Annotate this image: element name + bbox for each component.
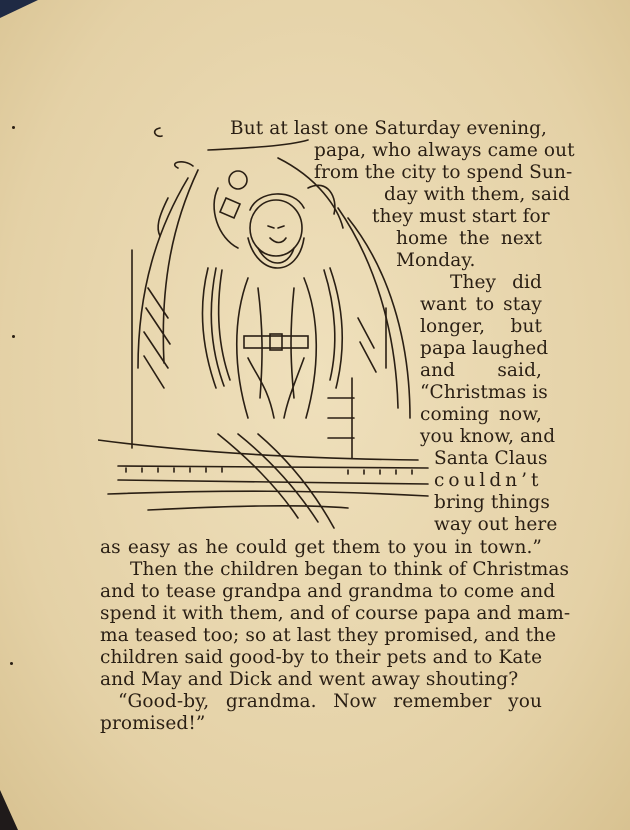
text-line: they must start for	[372, 206, 550, 227]
text-line: Monday.	[396, 250, 476, 271]
text-line: promised!”	[100, 713, 206, 734]
text-line: want to stay	[420, 294, 542, 315]
text-line: Then the children began to think of Christmas	[130, 559, 570, 580]
page-speck	[10, 662, 13, 665]
page-corner-bottom-left	[0, 790, 18, 830]
page-speck	[12, 335, 15, 338]
text-line: day with them, said	[384, 184, 570, 205]
text-line: But at last one Saturday evening,	[230, 118, 548, 139]
text-line: “Christmas is	[420, 382, 548, 403]
text-line: They did	[450, 272, 542, 293]
text-line: way out here	[434, 514, 558, 535]
text-line: as easy as he could get them to you in town.”	[100, 537, 542, 558]
text-line: bring things	[434, 492, 550, 513]
text-line: and to tease grandpa and grandma to come and	[100, 581, 556, 602]
text-line: you know, and	[420, 426, 556, 447]
text-line: children said good-by to their pets and to Kate	[100, 647, 543, 668]
text-line: coming now,	[420, 404, 542, 425]
page-corner-top-left	[0, 0, 38, 18]
text-line: papa, who always came out	[314, 140, 575, 161]
text-line: Santa Claus	[434, 448, 548, 469]
text-line: from the city to spend Sun-	[314, 162, 573, 183]
text-line: papa laughed	[420, 338, 549, 359]
page-speck	[12, 126, 15, 129]
text-line: longer, but	[420, 316, 542, 337]
text-line: home the next	[396, 228, 542, 249]
text-line: and said,	[420, 360, 542, 381]
text-line: spend it with them, and of course papa and mam-	[100, 603, 571, 624]
text-line: ma teased too; so at last they promised, and the	[100, 625, 557, 646]
text-line: and May and Dick and went away shouting?	[100, 669, 519, 690]
text-line: “Good-by, grandma. Now remember you	[118, 691, 542, 712]
text-line: couldn’t	[434, 470, 543, 491]
